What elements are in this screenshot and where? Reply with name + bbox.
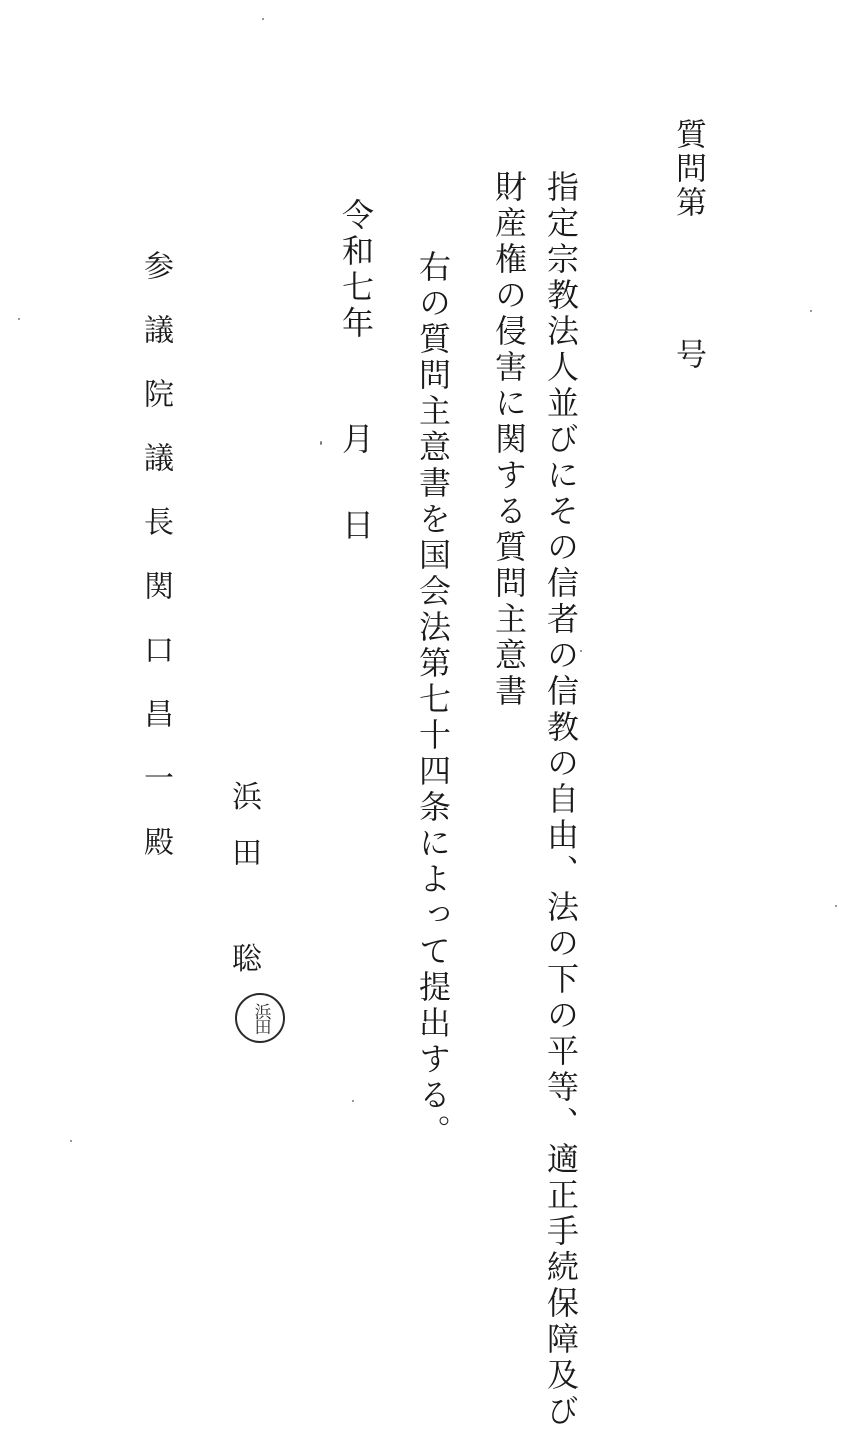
scan-speck <box>810 310 812 312</box>
date-day: 日 <box>337 508 375 544</box>
seal-text: 浜田 <box>250 1003 271 1033</box>
question-number-suffix: 号 <box>670 338 706 372</box>
addressee-name: 関口昌一 <box>138 570 173 826</box>
scan-speck <box>835 905 837 907</box>
question-number-prefix: 質問第 <box>670 118 706 220</box>
document-title-line-1: 指定宗教法人並びにその信者の信教の自由、法の下の平等、適正手続保障及び <box>542 170 580 1430</box>
scan-speck <box>352 1100 354 1102</box>
author-name-char-1: 浜 <box>232 780 262 815</box>
addressee-title: 参議院議長 <box>138 250 173 570</box>
author-name-char-3: 聡 <box>232 942 262 977</box>
date-era-year: 令和七年 <box>337 198 375 342</box>
document-title-line-2: 財産権の侵害に関する質問主意書 <box>490 170 528 710</box>
scan-speck <box>262 18 264 20</box>
author-name <box>232 772 262 977</box>
author-seal-stamp <box>235 993 285 1043</box>
scan-speck <box>320 441 322 445</box>
scan-speck <box>18 318 20 320</box>
addressee <box>138 250 173 890</box>
addressee-honorific: 殿 <box>138 826 173 890</box>
submission-statement: 右の質問主意書を国会法第七十四条によって提出する。 <box>414 250 452 1150</box>
author-name-char-2: 田 <box>232 836 262 871</box>
scan-speck <box>580 650 582 652</box>
date-month: 月 <box>337 422 375 458</box>
submission-date <box>337 198 375 544</box>
scan-speck <box>70 1140 72 1142</box>
question-number <box>670 118 706 372</box>
